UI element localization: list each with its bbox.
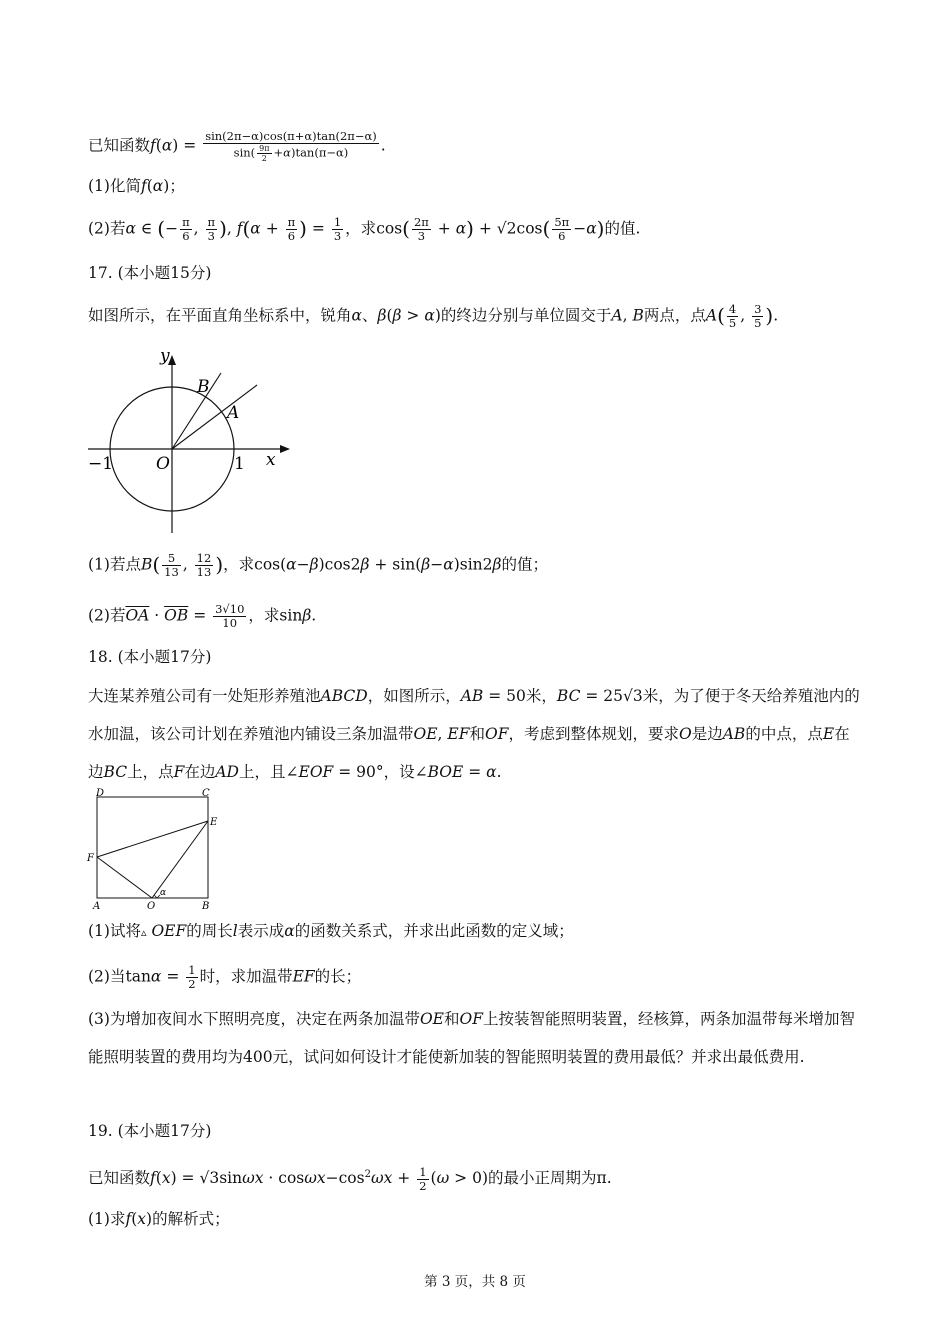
- label-E: E: [210, 817, 218, 828]
- label-D: D: [96, 788, 105, 799]
- x-label: x: [266, 450, 276, 470]
- label-O: O: [147, 901, 156, 912]
- q16-stem: 已知函数f(α) = sin(2π−α)cos(π+α)tan(2π−α) sin( $\frac{9\pi}{2}$ +α)tan(π−α) .: [88, 129, 386, 163]
- one-label: 1: [234, 454, 245, 474]
- y-label: y: [160, 346, 170, 366]
- q18-stem: 大连某养殖公司有一处矩形养殖池ABCD，如图所示，AB = 50米，BC = 25√3米，为了便于冬天给养殖池内的水加温，该公司计划在养殖池内铺设三条加温带OE, EF和OF，考虑到整体规划，要求O是边AB的中点，点E在边BC上，点F在边AD上，且∠EOF = 90°，设∠BOE = α.: [88, 687, 860, 781]
- q17-heading: 17. (本小题15分): [88, 264, 212, 282]
- q18-part2: (2)当tanα = $\frac{1}{2}$ 时，求加温带EF的长；: [88, 963, 362, 991]
- ray-OA: [172, 385, 257, 449]
- segment-FE: [97, 821, 208, 857]
- q19-stem: 已知函数$f(x) = √3\sin\omega x \cdot \cos\omega x-\cos^2\omega x$ + $\frac{1}{2}$ (ω > 0)的最小正周期为π.: [88, 1164, 612, 1193]
- q16-part2: (2)若α ∈ (− $\frac{\pi}{6}$ , $\frac{\pi}{3}$ ), f(α + $\frac{\pi}{6}$ ) = $\frac{1}{3}$ ，求cos( $\frac{2\pi}{3}$ + α) + √2cos( $\frac{5\pi}{6}$ −α)的值.: [88, 215, 641, 243]
- q17-stem: 如图所示，在平面直角坐标系中，锐角α、β(β > α)的终边分别与单位圆交于A, B两点，点A( $\frac{4}{5}$ , $\frac{3}{5}$ ).: [88, 302, 779, 330]
- label-B: B: [202, 901, 210, 912]
- q17-part1: (1)若点B( $\frac{5}{13}$ , $\frac{12}{13}$ )，求cos(α−β)cos2β + sin(β−α)sin2β的值；: [88, 551, 548, 579]
- neg-one-label: −1: [88, 454, 114, 474]
- q16-part1: (1)化简f(α)；: [88, 177, 185, 195]
- q16-intro: 已知函数: [88, 136, 151, 155]
- x-axis-arrow: [280, 445, 290, 453]
- point-A-label: A: [227, 403, 240, 423]
- q16-fraction: sin(2π−α)cos(π+α)tan(2π−α) sin( $\frac{9\pi}{2}$ +α)tan(π−α): [205, 129, 377, 163]
- rectangle-ABCD: [97, 797, 208, 898]
- label-F: F: [87, 853, 94, 864]
- q18-heading: 18. (本小题17分): [88, 648, 212, 666]
- segment-FO: [97, 857, 152, 898]
- page-footer: 第 3 页，共 8 页: [424, 1274, 526, 1290]
- unit-circle-figure: [84, 345, 294, 537]
- label-alpha: α: [160, 888, 167, 898]
- q17-part2: (2)若$\overline{OA} \cdot \overline{OB}$ = $\frac{3√10}{10}$ ，求sinβ.: [88, 602, 317, 630]
- q16-fraction-numerator: sin(2π−α)cos(π+α)tan(2π−α): [205, 129, 377, 143]
- q19-heading: 19. (本小题17分): [88, 1122, 212, 1140]
- q19-part1: (1)求f(x)的解析式；: [88, 1210, 230, 1228]
- label-C: C: [202, 788, 210, 799]
- point-B-label: B: [197, 377, 210, 397]
- segment-OE: [152, 821, 208, 898]
- label-A: A: [93, 901, 101, 912]
- q18-part1: (1)试将▵ OEF的周长l表示成α的函数关系式，并求出此函数的定义域；: [88, 922, 574, 940]
- q18-part3: (3)为增加夜间水下照明亮度，决定在两条加温带OE和OF上按装智能照明装置，经核算，两条加温带每米增加智能照明装置的费用均为400元，试问如何设计才能使新加装的智能照明装置的费用最低？并求出最低费用.: [88, 1010, 856, 1066]
- rectangle-pool-figure: [84, 785, 224, 913]
- origin-label: O: [156, 454, 170, 474]
